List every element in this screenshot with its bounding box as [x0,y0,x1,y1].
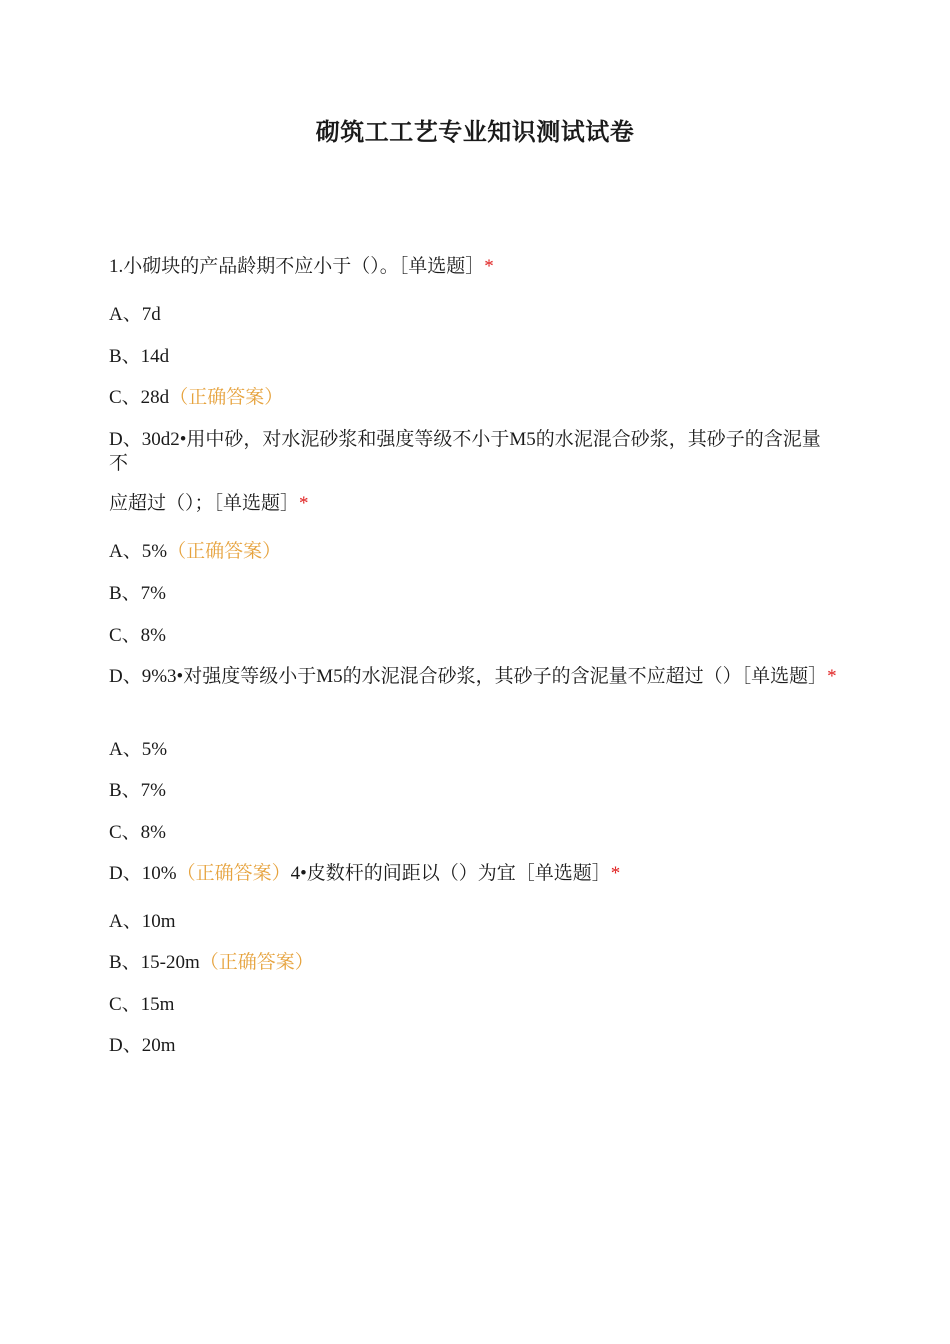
option-text: A、5% [109,739,168,760]
option-item [109,345,839,369]
correct-answer-tag: （正确答案） [169,387,284,408]
option-text: D、9%3•对强度等级小于M5的水泥混合砂浆，其砂子的含泥量不应超过（）［单选题］ [109,666,828,687]
option-item [109,1034,839,1058]
option-text: B、14d [109,346,170,367]
option-item [109,993,839,1017]
option-item [109,665,839,689]
option-item [109,910,839,934]
option-text: A、10m [109,911,176,932]
page-title: 砌筑工工艺专业知识测试试卷 [315,118,635,146]
option-text: D、10% [109,863,177,884]
option-text: B、15-20m [109,952,200,973]
option-item [109,386,839,410]
required-mark: * [484,256,494,277]
question-text: 应超过（）；［单选题］ [109,493,300,514]
option-text: C、15m [109,994,175,1015]
option-item [109,540,839,564]
option-text: C、8% [109,625,167,646]
option-item [109,779,839,803]
question-text: 4•皮数杆的间距以（）为宜［单选题］ [290,863,611,884]
required-mark: * [299,493,309,514]
option-item [109,624,839,648]
correct-answer-tag: （正确答案） [176,863,291,884]
correct-answer-tag: （正确答案） [199,952,314,973]
correct-answer-tag: （正确答案） [167,541,282,562]
option-text: B、7% [109,583,167,604]
option-item [109,862,839,886]
question-1 [109,255,839,279]
option-item [109,428,839,476]
option-text: B、7% [109,780,167,801]
option-text: D、30d2•用中砂，对水泥砂浆和强度等级不小于M5的水泥混合砂浆，其砂子的含泥量不 [109,429,821,474]
option-text: A、7d [109,304,161,325]
option-item [109,738,839,762]
option-text: C、8% [109,822,167,843]
required-mark: * [610,863,621,884]
required-mark: * [827,666,837,687]
option-text: D、20m [109,1035,176,1056]
question-2 [109,492,839,516]
question-text: 1.小砌块的产品龄期不应小于（）。［单选题］ [109,256,485,277]
option-item [109,303,839,327]
option-text: C、28d [109,387,170,408]
option-item [109,821,839,845]
option-text: A、5% [109,541,168,562]
option-item [109,582,839,606]
option-item [109,951,839,975]
